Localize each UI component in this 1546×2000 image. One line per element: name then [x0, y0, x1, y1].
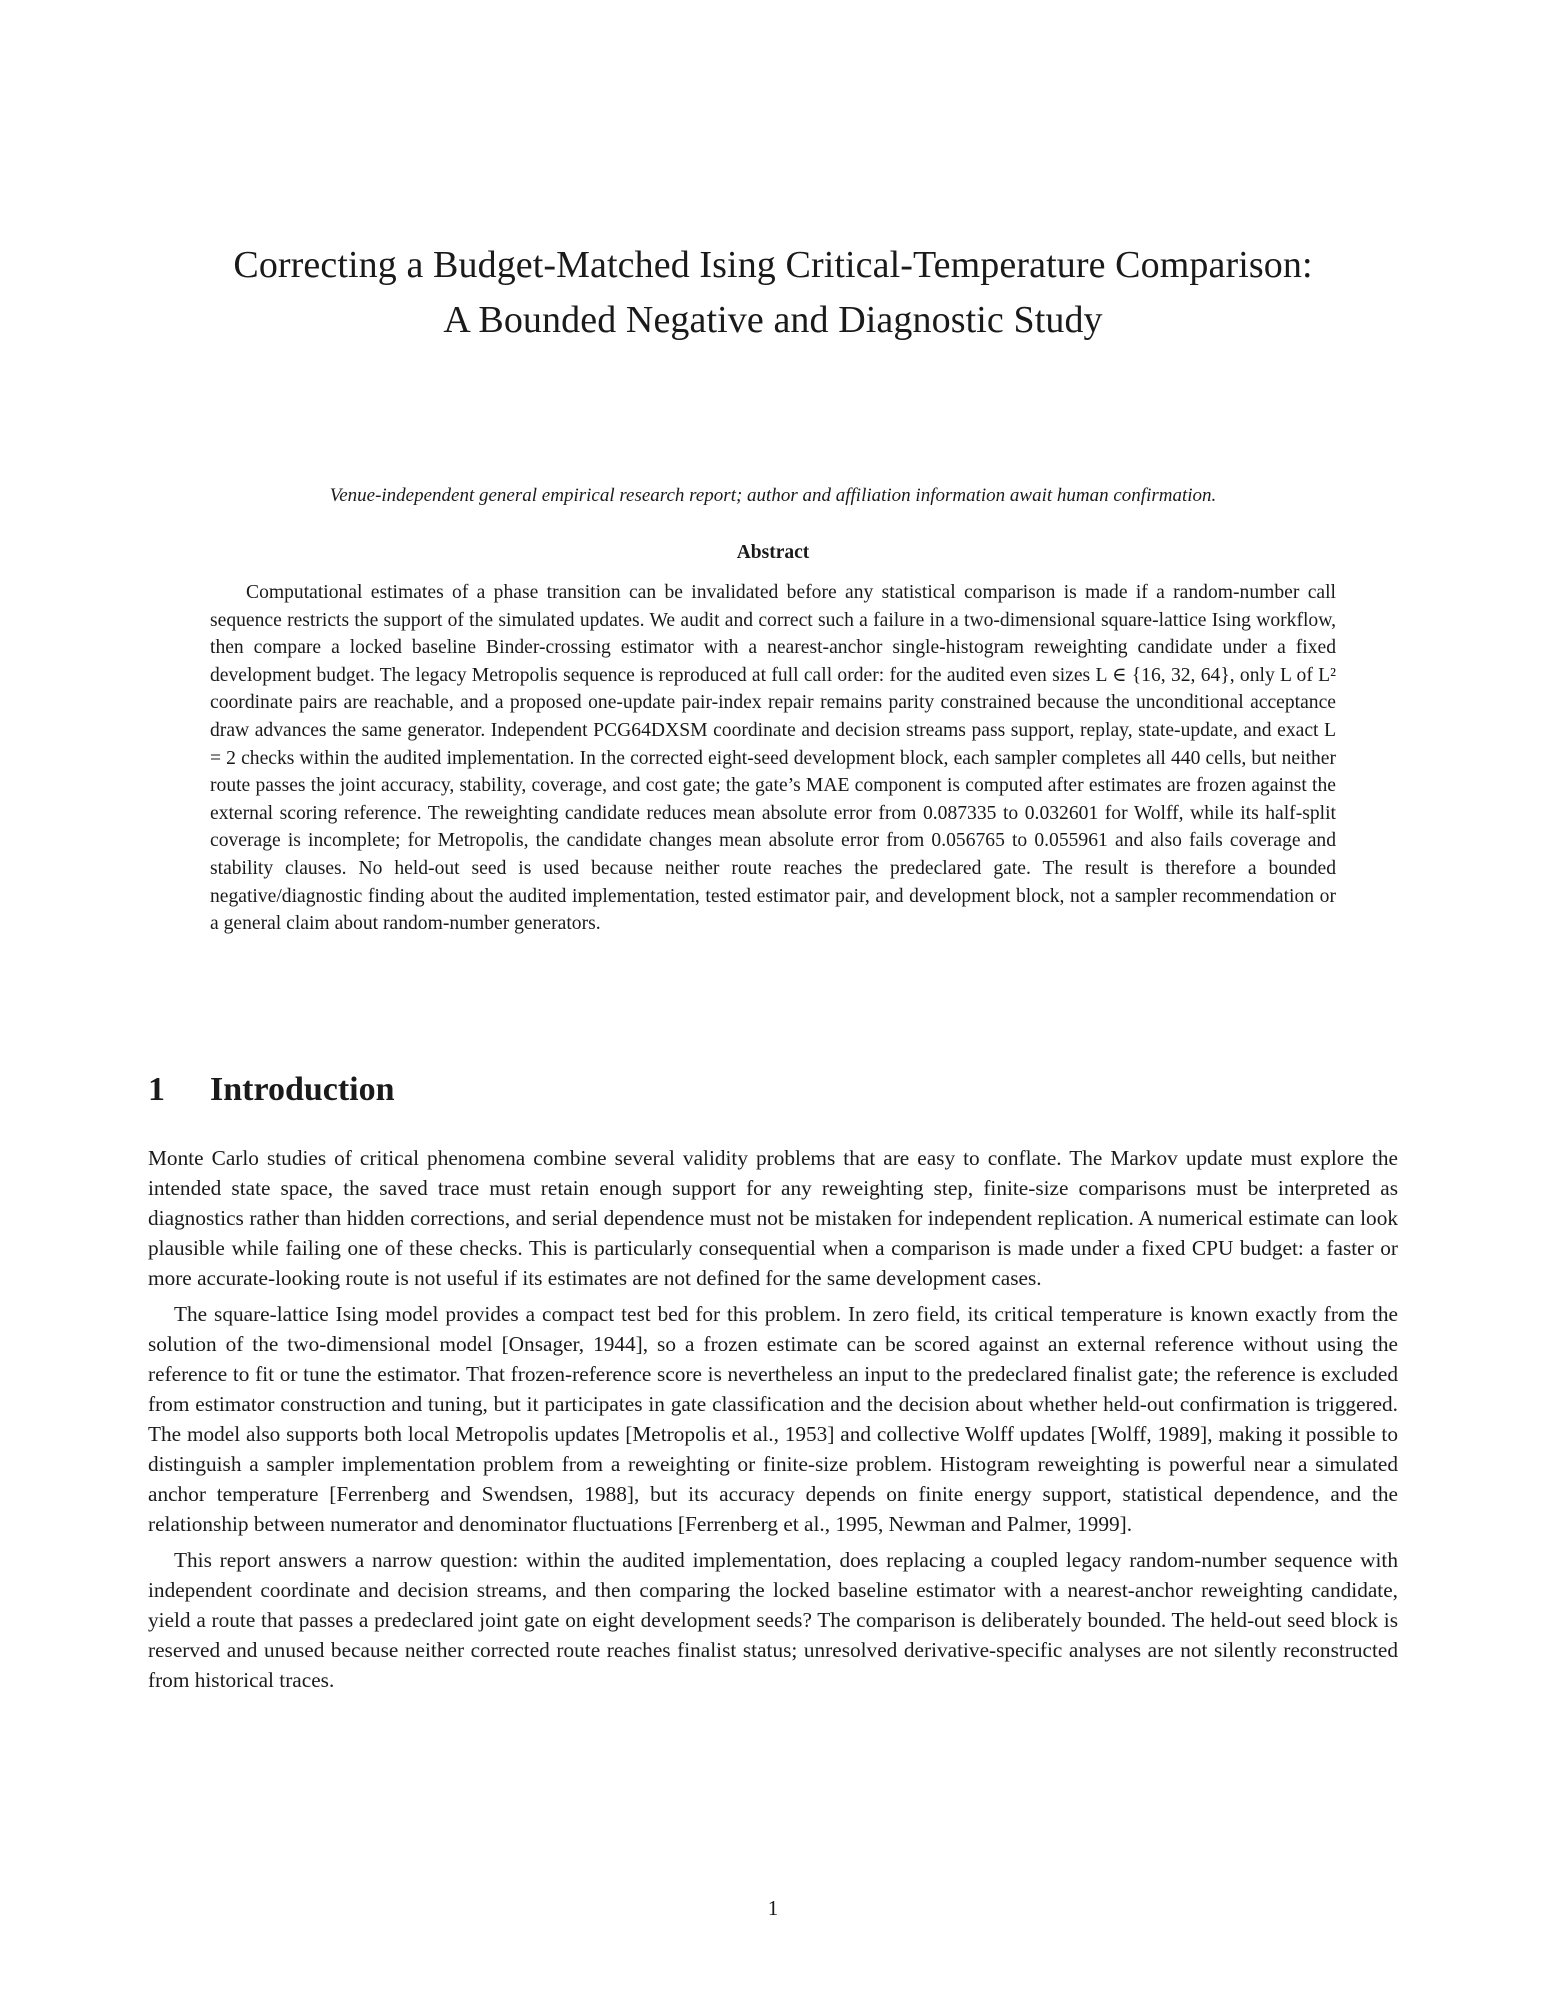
paragraph-1: Monte Carlo studies of critical phenomena combine several validity problems that are easy to conflate. The Markov update must explore the intended state space, the saved trace must retain enough support for any reweighting step, finite-size comparisons must be interpreted as diagnostics rather than hidden corrections, and serial dependence must not be mistaken for independent replication. A numerical estimate can look plausible while failing one of these checks. This is particularly consequential when a comparison is made under a fixed CPU budget: a faster or more accurate-looking route is not useful if its estimates are not defined for the same development cases. [148, 1146, 1398, 1290]
paper-title-line-2: A Bounded Negative and Diagnostic Study [443, 299, 1103, 341]
section-title: Introduction [210, 1071, 395, 1108]
introduction-body [148, 1143, 1398, 1701]
abstract-heading: Abstract [736, 542, 810, 563]
paper-title [100, 238, 1446, 348]
paragraph-2: The square-lattice Ising model provides a compact test bed for this problem. In zero field, its critical temperature is known exactly from the solution of the two-dimensional model [Onsager, 1944], so a frozen estimate can be scored against an external reference without using the reference to fit or tune the estimator. That frozen-reference score is nevertheless an input to the predeclared finalist gate; the reference is excluded from estimator construction and tuning, but it participates in gate classification and the decision about whether held-out confirmation is triggered. The model also supports both local Metropolis updates [Metropolis et al., 1953] and collective Wolff updates [Wolff, 1989], making it possible to distinguish a sampler implementation problem from a reweighting or finite-size problem. Histogram reweighting is powerful near a simulated anchor temperature [Ferrenberg and Swendsen, 1988], but its accuracy depends on finite energy support, statistical dependence, and the relationship between numerator and denominator fluctuations [Ferrenberg et al., 1995, Newman and Palmer, 1999]. [148, 1302, 1398, 1536]
section-heading-introduction [148, 1068, 395, 1112]
abstract-text: Computational estimates of a phase transition can be invalidated before any statistical comparison is made if a random-number call sequence restricts the support of the simulated updates. We audit and correct such a failure in a two-dimensional square-lattice Ising workflow, then compare a locked baseline Binder-crossing estimator with a nearest-anchor single-histogram reweighting candidate under a fixed development budget. The legacy Metropolis sequence is reproduced at full call order: for the audited even sizes L ∈ {16, 32, 64}, only L of L² coordinate pairs are reachable, and a proposed one-update pair-index repair remains parity constrained because the unconditional acceptance draw advances the same generator. Independent PCG64DXSM coordinate and decision streams pass support, replay, state-update, and exact L = 2 checks within the audited implementation. In the corrected eight-seed development block, each sampler completes all 440 cells, but neither route passes the joint accuracy, stability, coverage, and cost gate; the gate’s MAE component is computed after estimates are frozen against the external scoring reference. The reweighting candidate reduces mean absolute error from 0.087335 to 0.032601 for Wolff, while its half-split coverage is incomplete; for Metropolis, the candidate changes mean absolute error from 0.056765 to 0.055961 and also fails coverage and stability clauses. No held-out seed is used because neither route reaches the predeclared gate. The result is therefore a bounded negative/diagnostic finding about the audited implementation, tested estimator pair, and development block, not a sampler recommendation or a general claim about random-number generators. [210, 582, 1336, 935]
page-number: 1 [767, 1896, 779, 1920]
venue-note: Venue-independent general empirical research report; author and affiliation information await human confirmation. [329, 485, 1217, 506]
section-number: 1 [148, 1071, 165, 1108]
paper-title-line-1: Correcting a Budget-Matched Ising Critical-Temperature Comparison: [233, 244, 1313, 286]
paragraph-3: This report answers a narrow question: within the audited implementation, does replacing a coupled legacy random-number sequence with independent coordinate and decision streams, and then comparing the locked baseline estimator with a nearest-anchor reweighting candidate, yield a route that passes a predeclared joint gate on eight development seeds? The comparison is deliberately bounded. The held-out seed block is reserved and unused because neither corrected route reaches finalist status; unresolved derivative-specific analyses are not silently reconstructed from historical traces. [148, 1548, 1398, 1692]
